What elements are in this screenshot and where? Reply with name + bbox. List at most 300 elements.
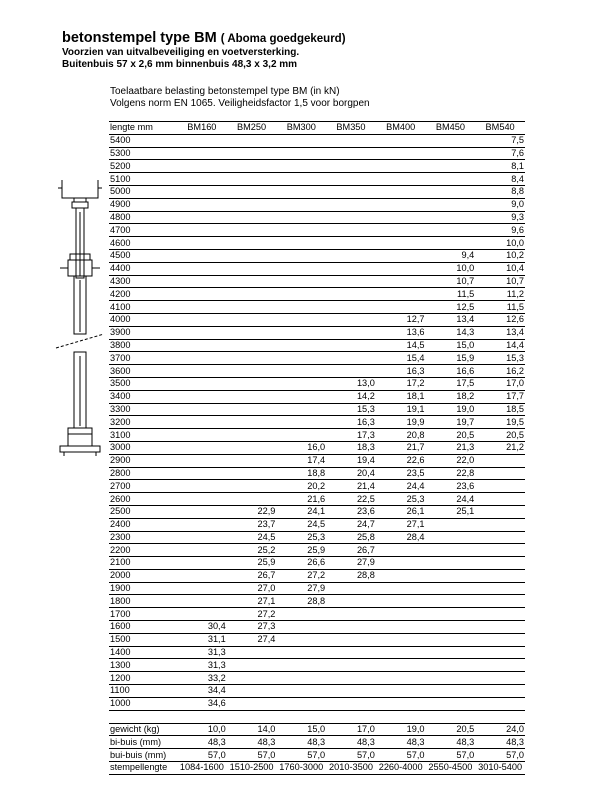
table-cell (376, 224, 426, 237)
table-cell (326, 237, 376, 250)
table-cell: 19,7 (426, 416, 476, 429)
table-cell: 27,9 (276, 582, 326, 595)
row-label: 5000 (109, 185, 177, 198)
table-cell (276, 697, 326, 710)
table-cell: 24,4 (426, 493, 476, 506)
table-cell: 15,3 (326, 403, 376, 416)
table-cell: 24,5 (227, 531, 277, 544)
table-row (109, 531, 525, 544)
table-cell (177, 416, 227, 429)
table-cell (227, 454, 277, 467)
table-cell: 17,2 (376, 377, 426, 390)
table-cell (376, 659, 426, 672)
table-cell: 22,8 (426, 467, 476, 480)
table-cell (177, 557, 227, 570)
table-cell: 9,3 (475, 211, 525, 224)
table-cell (326, 313, 376, 326)
table-cell (475, 697, 525, 710)
table-cell (177, 441, 227, 454)
table-cell: 20,8 (376, 429, 426, 442)
table-cell (177, 403, 227, 416)
title-main: betonstempel type BM (62, 30, 217, 46)
table-cell (227, 352, 277, 365)
table-cell (227, 467, 277, 480)
table-cell: 1084-1600 (177, 762, 227, 775)
table-cell (376, 185, 426, 198)
row-label: 3700 (109, 352, 177, 365)
description-line-1: Voorzien van uitvalbeveiliging en voetversterking. (62, 47, 300, 58)
load-table (109, 121, 525, 775)
table-cell (426, 621, 476, 634)
table-cell (326, 697, 376, 710)
table-cell (177, 480, 227, 493)
table-cell (276, 288, 326, 301)
row-label: 3200 (109, 416, 177, 429)
row-label: bi-buis (mm) (109, 736, 177, 749)
table-cell (326, 134, 376, 147)
table-cell (376, 608, 426, 621)
table-cell: 13,4 (426, 313, 476, 326)
table-cell: 23,5 (376, 467, 426, 480)
table-cell (227, 262, 277, 275)
table-cell (376, 301, 426, 314)
table-cell: 17,7 (475, 390, 525, 403)
table-row (109, 160, 525, 173)
table-row (109, 224, 525, 237)
table-cell: 21,2 (475, 441, 525, 454)
table-cell (276, 608, 326, 621)
table-cell (177, 147, 227, 160)
table-cell: BM540 (475, 122, 525, 135)
table-cell: 2010-3500 (326, 762, 376, 775)
table-cell (376, 557, 426, 570)
table-cell (475, 659, 525, 672)
table-cell: 18,3 (326, 441, 376, 454)
table-cell: 1760-3000 (276, 762, 326, 775)
table-cell (227, 288, 277, 301)
table-cell: 19,1 (376, 403, 426, 416)
table-cell: 19,5 (475, 416, 525, 429)
table-cell (426, 557, 476, 570)
table-cell: 27,4 (227, 633, 277, 646)
table-cell (475, 518, 525, 531)
table-cell (177, 173, 227, 186)
table-spacer (109, 710, 525, 723)
table-cell (227, 646, 277, 659)
table-cell (177, 134, 227, 147)
table-cell (177, 544, 227, 557)
table-row (109, 326, 525, 339)
table-cell (326, 185, 376, 198)
table-cell: 16,6 (426, 365, 476, 378)
table-cell (276, 352, 326, 365)
table-cell (326, 288, 376, 301)
table-row (109, 518, 525, 531)
table-cell: 18,2 (426, 390, 476, 403)
table-cell (177, 301, 227, 314)
table-cell (276, 237, 326, 250)
table-cell: 34,6 (177, 697, 227, 710)
table-cell: 22,9 (227, 505, 277, 518)
table-cell (376, 621, 426, 634)
table-cell (177, 211, 227, 224)
table-cell: 13,6 (376, 326, 426, 339)
table-cell: 20,2 (276, 480, 326, 493)
table-cell: 11,2 (475, 288, 525, 301)
table-row (109, 454, 525, 467)
table-cell (326, 621, 376, 634)
row-label: 1000 (109, 697, 177, 710)
row-label: 2200 (109, 544, 177, 557)
table-cell (177, 493, 227, 506)
table-cell (326, 685, 376, 698)
table-cell: 16,2 (475, 365, 525, 378)
table-cell (475, 505, 525, 518)
table-cell: 17,0 (475, 377, 525, 390)
table-cell: BM350 (326, 122, 376, 135)
table-cell (276, 403, 326, 416)
table-cell: 23,7 (227, 518, 277, 531)
table-cell: 57,0 (326, 749, 376, 762)
table-cell (326, 633, 376, 646)
table-row (109, 377, 525, 390)
table-cell (376, 672, 426, 685)
table-cell: 48,3 (376, 736, 426, 749)
row-label: 1900 (109, 582, 177, 595)
table-cell (227, 403, 277, 416)
table-row (109, 249, 525, 262)
table-cell (276, 249, 326, 262)
row-label: 4500 (109, 249, 177, 262)
table-cell (475, 582, 525, 595)
table-row (109, 198, 525, 211)
row-label: 2700 (109, 480, 177, 493)
table-cell (326, 249, 376, 262)
table-cell: 15,4 (376, 352, 426, 365)
note-line-1: Toelaatbare belasting betonstempel type BM (in kN) (110, 86, 340, 97)
table-cell (326, 339, 376, 352)
table-cell: 15,3 (475, 352, 525, 365)
table-cell (227, 160, 277, 173)
table-cell (326, 672, 376, 685)
table-cell: 20,4 (326, 467, 376, 480)
table-cell (227, 480, 277, 493)
table-cell: 11,5 (475, 301, 525, 314)
table-row (109, 288, 525, 301)
table-cell (475, 531, 525, 544)
table-cell (276, 211, 326, 224)
table-cell: 27,9 (326, 557, 376, 570)
table-cell (177, 365, 227, 378)
table-cell (177, 608, 227, 621)
table-row (109, 352, 525, 365)
table-cell (475, 454, 525, 467)
table-cell: 9,4 (426, 249, 476, 262)
table-cell (426, 160, 476, 173)
table-cell: 27,2 (276, 569, 326, 582)
table-cell (426, 685, 476, 698)
table-cell (227, 390, 277, 403)
table-footer-row (109, 723, 525, 736)
table-cell (227, 429, 277, 442)
table-cell: 18,5 (475, 403, 525, 416)
table-cell: 9,6 (475, 224, 525, 237)
table-cell (376, 685, 426, 698)
table-cell: 57,0 (177, 749, 227, 762)
table-cell: 25,9 (276, 544, 326, 557)
table-cell: 15,0 (426, 339, 476, 352)
table-cell (177, 160, 227, 173)
table-cell (276, 160, 326, 173)
row-label: 3900 (109, 326, 177, 339)
table-cell (276, 134, 326, 147)
table-cell: 10,0 (177, 723, 227, 736)
table-cell: 15,0 (276, 723, 326, 736)
table-cell: 14,2 (326, 390, 376, 403)
table-cell (426, 531, 476, 544)
table-cell (227, 211, 277, 224)
table-cell: 21,7 (376, 441, 426, 454)
table-cell (326, 608, 376, 621)
table-cell (475, 672, 525, 685)
table-row (109, 403, 525, 416)
table-cell: 26,1 (376, 505, 426, 518)
row-label: 1100 (109, 685, 177, 698)
table-cell (426, 595, 476, 608)
table-cell (276, 339, 326, 352)
table-cell: 48,3 (227, 736, 277, 749)
row-label: 1500 (109, 633, 177, 646)
table-cell (326, 365, 376, 378)
table-cell (177, 377, 227, 390)
table-row (109, 582, 525, 595)
table-row (109, 505, 525, 518)
row-label: 2900 (109, 454, 177, 467)
table-cell: 27,0 (227, 582, 277, 595)
table-cell (426, 697, 476, 710)
table-cell: 10,0 (426, 262, 476, 275)
table-cell (177, 467, 227, 480)
table-cell (227, 224, 277, 237)
table-cell: 28,4 (376, 531, 426, 544)
table-cell: 18,8 (276, 467, 326, 480)
table-cell (177, 313, 227, 326)
row-label: 3600 (109, 365, 177, 378)
table-cell: 57,0 (475, 749, 525, 762)
table-cell (326, 224, 376, 237)
table-row (109, 173, 525, 186)
table-cell (426, 518, 476, 531)
table-row (109, 313, 525, 326)
table-row (109, 672, 525, 685)
table-cell (227, 672, 277, 685)
table-cell (177, 249, 227, 262)
table-cell: 12,7 (376, 313, 426, 326)
row-label: 3100 (109, 429, 177, 442)
table-cell (177, 326, 227, 339)
row-label: 4600 (109, 237, 177, 250)
table-cell (426, 173, 476, 186)
table-cell (227, 173, 277, 186)
table-cell: 22,6 (376, 454, 426, 467)
table-cell (227, 416, 277, 429)
table-cell: 17,3 (326, 429, 376, 442)
table-cell (426, 659, 476, 672)
table-cell (326, 326, 376, 339)
table-row (109, 595, 525, 608)
table-cell: 24,0 (475, 723, 525, 736)
table-cell: 15,9 (426, 352, 476, 365)
table-cell: 22,5 (326, 493, 376, 506)
table-cell: 10,7 (475, 275, 525, 288)
description-line-2: Buitenbuis 57 x 2,6 mm binnenbuis 48,3 x 3,2 mm (62, 59, 298, 70)
table-cell: 19,0 (426, 403, 476, 416)
row-label: 4700 (109, 224, 177, 237)
table-cell (227, 685, 277, 698)
table-cell (177, 390, 227, 403)
table-cell (326, 595, 376, 608)
table-cell: 27,1 (376, 518, 426, 531)
row-label: lengte mm (109, 122, 177, 135)
table-cell: 31,3 (177, 659, 227, 672)
table-cell: 9,0 (475, 198, 525, 211)
table-cell: 17,5 (426, 377, 476, 390)
table-row (109, 659, 525, 672)
table-cell: 21,4 (326, 480, 376, 493)
table-cell (276, 646, 326, 659)
table-row (109, 262, 525, 275)
title-approval: ( Aboma goedgekeurd) (220, 33, 346, 45)
row-label: 1300 (109, 659, 177, 672)
table-cell: 14,4 (475, 339, 525, 352)
table-cell (177, 582, 227, 595)
table-cell (326, 147, 376, 160)
table-cell: 10,0 (475, 237, 525, 250)
table-cell (376, 275, 426, 288)
table-cell (426, 646, 476, 659)
row-label: 3400 (109, 390, 177, 403)
row-label: 3800 (109, 339, 177, 352)
table-cell (326, 198, 376, 211)
row-label: 5200 (109, 160, 177, 173)
table-cell (177, 569, 227, 582)
table-cell (276, 429, 326, 442)
table-cell: 57,0 (426, 749, 476, 762)
row-label: 2600 (109, 493, 177, 506)
table-cell: 28,8 (276, 595, 326, 608)
table-footer-row (109, 749, 525, 762)
table-cell: 25,1 (426, 505, 476, 518)
table-row (109, 467, 525, 480)
table-cell (376, 544, 426, 557)
table-cell: 10,2 (475, 249, 525, 262)
row-label: 1800 (109, 595, 177, 608)
table-row (109, 493, 525, 506)
table-cell (177, 454, 227, 467)
row-label: 3000 (109, 441, 177, 454)
table-cell: 21,6 (276, 493, 326, 506)
table-row (109, 544, 525, 557)
table-cell (276, 633, 326, 646)
table-cell: 34,4 (177, 685, 227, 698)
table-cell: 27,1 (227, 595, 277, 608)
row-label: bui-buis (mm) (109, 749, 177, 762)
table-cell: 31,3 (177, 646, 227, 659)
table-cell (475, 544, 525, 557)
table-cell: 24,1 (276, 505, 326, 518)
table-cell: 26,7 (326, 544, 376, 557)
table-cell (426, 147, 476, 160)
table-cell: 24,4 (376, 480, 426, 493)
table-cell: 57,0 (276, 749, 326, 762)
table-cell (276, 685, 326, 698)
table-cell (426, 224, 476, 237)
table-cell (227, 441, 277, 454)
table-cell: 10,4 (475, 262, 525, 275)
table-cell: 18,1 (376, 390, 426, 403)
table-cell (227, 237, 277, 250)
table-cell (227, 185, 277, 198)
table-cell: 8,4 (475, 173, 525, 186)
row-label: 2100 (109, 557, 177, 570)
table-cell (276, 326, 326, 339)
table-cell: 16,0 (276, 441, 326, 454)
table-cell (326, 352, 376, 365)
table-cell (326, 275, 376, 288)
table-cell (276, 416, 326, 429)
table-cell: 25,2 (227, 544, 277, 557)
table-row (109, 685, 525, 698)
table-cell: 19,4 (326, 454, 376, 467)
table-row (109, 557, 525, 570)
table-cell (376, 595, 426, 608)
table-row (109, 134, 525, 147)
table-cell: 48,3 (426, 736, 476, 749)
table-cell: 13,4 (475, 326, 525, 339)
table-cell (426, 633, 476, 646)
table-row (109, 390, 525, 403)
table-cell: 14,5 (376, 339, 426, 352)
table-cell: 16,3 (326, 416, 376, 429)
table-cell (177, 237, 227, 250)
table-cell (376, 288, 426, 301)
table-cell (276, 224, 326, 237)
table-row (109, 621, 525, 634)
row-label: 1700 (109, 608, 177, 621)
table-cell: 25,8 (326, 531, 376, 544)
table-cell (426, 672, 476, 685)
table-cell (475, 646, 525, 659)
table-cell (326, 646, 376, 659)
table-cell (227, 659, 277, 672)
table-cell (276, 672, 326, 685)
table-cell (376, 262, 426, 275)
table-cell (376, 160, 426, 173)
table-row (109, 339, 525, 352)
table-cell (326, 262, 376, 275)
table-cell: 13,0 (326, 377, 376, 390)
table-cell: 14,0 (227, 723, 277, 736)
table-row (109, 480, 525, 493)
table-cell (276, 275, 326, 288)
table-cell (227, 697, 277, 710)
table-cell (227, 198, 277, 211)
table-cell (276, 365, 326, 378)
table-cell (426, 582, 476, 595)
table-cell (426, 134, 476, 147)
table-cell (376, 633, 426, 646)
table-header-row (109, 122, 525, 135)
